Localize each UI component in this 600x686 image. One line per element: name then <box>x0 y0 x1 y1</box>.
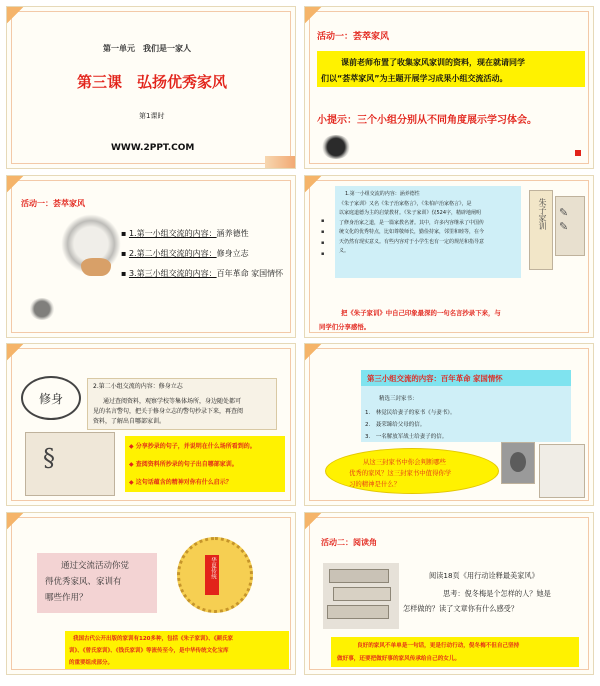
slide-2[interactable] <box>304 6 594 169</box>
intro-line-2: 们以“荟萃家风”为主题开展学习成果小组交流活动。 <box>321 74 508 83</box>
badge-label: 华夏传统 <box>210 557 216 579</box>
text-line: 《朱子家训》又名《朱子治家格言》，《朱柏庐治家格言》，是 <box>339 200 472 207</box>
item-suffix: 修身立志 <box>216 249 249 258</box>
text-line: 统文化的优秀特点，比如尊敬师长，勤俭持家，邻里和睦等，在今 <box>339 229 485 235</box>
letter-item: 1. 林觉民给妻子的家书《与妻书》。 <box>365 410 456 416</box>
slide-8[interactable] <box>304 512 594 675</box>
item-prefix: 2.第二小组交流的内容： <box>128 249 217 258</box>
think-line-2: 怎样做的？读了文章你有什么感受？ <box>403 604 519 613</box>
question-2-text: 查阅资料所抄录的句子出自哪部家训。 <box>135 461 238 468</box>
note-line-2: 训》、《曾氏家训》、《钱氏家训》等流传至今，是中华传统文化宝库 <box>69 648 229 654</box>
callout-line-2: 同学们分享感悟。 <box>319 323 371 331</box>
letter-manuscript-image <box>539 444 585 498</box>
tip-text: 小提示：三个小组分别从不同角度展示学习体会。 <box>317 115 537 126</box>
question-line-3: 哪些作用？ <box>45 593 88 603</box>
slide-1[interactable] <box>6 6 296 169</box>
corner-decoration <box>7 176 25 194</box>
bubble-line-1: 从这三封家书中你会判断哪些 <box>363 458 447 466</box>
corner-decoration <box>305 344 323 362</box>
corner-decoration <box>305 513 323 531</box>
question-line-1: 通过交流活动你觉 <box>61 561 130 571</box>
calligraphy-strokes-icon: ✎ ✎ <box>559 206 569 233</box>
activity-heading: 活动一：荟萃家风 <box>317 32 390 42</box>
text-line: 以家庭道德为主的启蒙教材。《朱子家训》仅524字，精辟地阐明 <box>339 210 482 216</box>
slide-3[interactable] <box>6 175 296 338</box>
text-line: 1.第一小组交流的内容：涵养德性 <box>345 191 420 197</box>
question-line-2: 得优秀家风、家训有 <box>45 577 122 587</box>
item-suffix: 百年革命 家国情怀 <box>216 269 284 278</box>
callout-line-1: 良好的家风不单单是一句话，更是行动行动，倪冬梅不但自己坚持 <box>357 643 520 649</box>
letters-intro: 精选三封家书： <box>379 396 418 402</box>
slide-4[interactable] <box>304 175 594 338</box>
tea-pot-decoration <box>81 258 111 276</box>
book-title: 朱子家训 <box>538 198 547 230</box>
scroll-image <box>25 432 115 496</box>
question-3-text: 这句话蕴含的精神对你有什么启示？ <box>135 479 232 486</box>
corner-decoration <box>305 7 323 25</box>
content-text <box>339 190 484 257</box>
lesson-title: 第三课 弘扬优秀家风 <box>77 73 228 91</box>
corner-decoration <box>265 156 295 168</box>
topic-title: 2.第二小组交流的内容：修身立志 <box>93 383 183 390</box>
letter-item: 2. 聂荣臻给父母的信。 <box>365 422 426 428</box>
note-line-1: 我国古代公开出版的家训有120多种，包括《朱子家训》、《颜氏家 <box>73 636 233 642</box>
corner-decoration <box>7 7 25 25</box>
bullet: ▪ <box>121 269 129 278</box>
seal-decoration <box>575 150 581 156</box>
lesson-subtitle: 第1课时 <box>139 112 165 120</box>
slide-7[interactable] <box>6 512 296 675</box>
bullet: ▪ <box>121 229 129 238</box>
ink-blot-decoration <box>29 298 55 320</box>
portrait-face-icon <box>510 452 526 472</box>
text-line: 天仍然有现实意义。有些内容对于小学生也有一定的规范和指导意 <box>339 238 485 245</box>
topic-body-2: 见的名言警句，把关于修身立志的警句抄录下来，再查阅 <box>93 408 244 415</box>
activity-heading: 活动一：荟萃家风 <box>21 199 85 208</box>
question-2: ◆ 查阅资料所抄录的句子出自哪部家训。 <box>129 461 238 468</box>
seal-text: 修身 <box>39 392 64 406</box>
item-suffix: 涵养德性 <box>216 229 249 238</box>
bullet: ▪ <box>121 249 129 258</box>
list-item <box>121 248 249 259</box>
letter-item: 3. 一名解放军战士给妻子的信。 <box>365 434 448 440</box>
bubble-line-3: 习的精神是什么？ <box>349 480 401 488</box>
topic-body-1: 通过查阅资料，观察学校等集体场所，身边随处都可 <box>103 398 242 405</box>
corner-decoration <box>7 513 25 531</box>
bubble-line-2: 优秀的家风？这三封家书中值得你学 <box>349 469 452 477</box>
group-3-title: 第三小组交流的内容：百年革命 家国情怀 <box>367 374 503 383</box>
slide-5[interactable] <box>6 343 296 506</box>
book-icon <box>333 587 391 601</box>
question-3: ◆ 这句话蕴含的精神对你有什么启示？ <box>129 479 232 486</box>
activity-heading: 活动二：阅读角 <box>321 538 377 547</box>
question-1: ◆ 分享抄录的句子，并说明在什么场所看到的。 <box>129 443 256 450</box>
note-line-3: 的重要组成部分。 <box>69 660 114 666</box>
question-1-text: 分享抄录的句子，并说明在什么场所看到的。 <box>135 443 256 450</box>
corner-decoration <box>305 176 323 194</box>
read-assignment: 阅读18页《用行动诠释最美家风》 <box>429 571 539 580</box>
callout-line-1: 把《朱子家训》中自己印象最深的一句名言抄录下来，与 <box>341 309 501 317</box>
list-item <box>121 228 249 239</box>
book-icon <box>327 605 389 619</box>
corner-decoration <box>7 344 25 362</box>
pin-bullets: ▪ ▪ ▪ ▪ <box>321 218 325 257</box>
site-url: WWW.2PPT.COM <box>111 143 195 153</box>
scroll-calligraphy-icon: § <box>43 444 55 472</box>
ink-blot-decoration <box>321 135 351 159</box>
text-line: 义。 <box>339 248 350 254</box>
think-line-1: 思考：倪冬梅是个怎样的人？她是 <box>443 589 551 598</box>
item-prefix: 1.第一小组交流的内容： <box>128 229 217 238</box>
list-item <box>121 268 283 279</box>
item-prefix: 3.第三小组交流的内容： <box>128 269 217 278</box>
book-icon <box>329 569 389 583</box>
topic-body-3: 资料，了解出自哪部家训。 <box>93 418 166 425</box>
unit-label: 第一单元 我们是一家人 <box>103 44 191 53</box>
text-line: 了修身治家之道，是一篇家教名著。其中，许多内容继承了中国传 <box>339 219 485 226</box>
slide-6[interactable] <box>304 343 594 506</box>
callout-line-2: 做好事，还要把做好事的家风传承给自己的女儿。 <box>337 656 461 662</box>
intro-line-1: 课前老师布置了收集家风家训的资料，现在就请同学 <box>341 58 525 67</box>
